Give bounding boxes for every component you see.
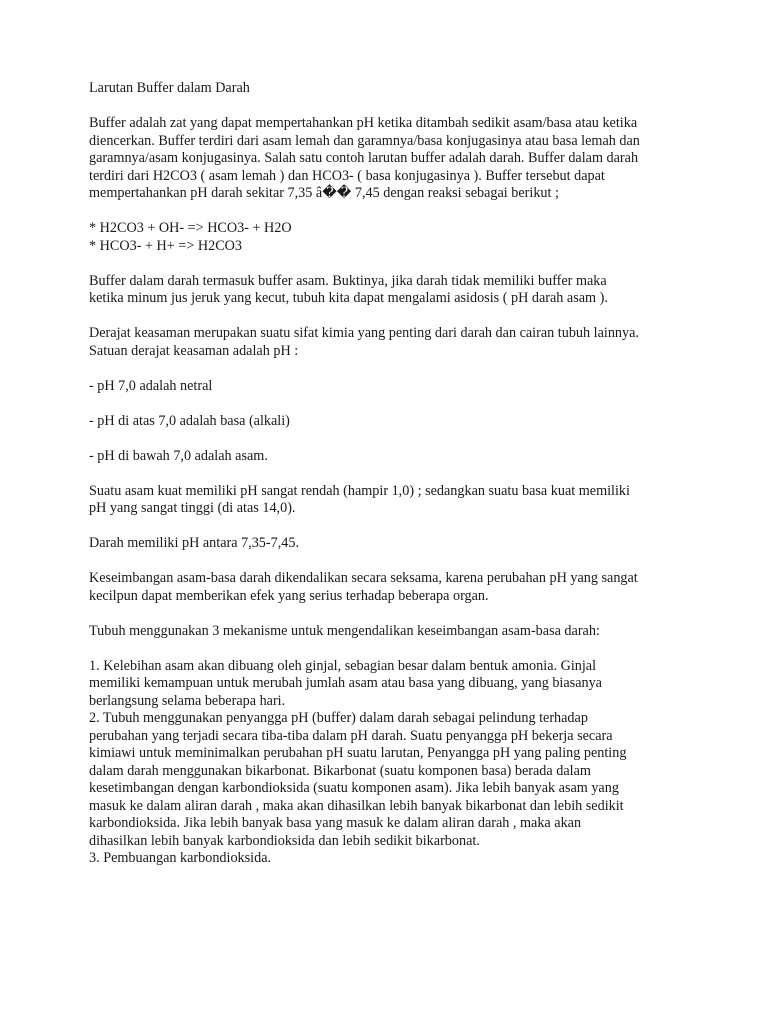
ph-acid-item: - pH di bawah 7,0 adalah asam. xyxy=(89,447,268,464)
reaction-line-1: * H2CO3 + OH- => HCO3- + H2O xyxy=(89,220,292,236)
paragraph-mechanisms: Tubuh menggunakan 3 mekanisme untuk mengendalikan keseimbangan asam-basa darah: xyxy=(89,622,600,639)
paragraph-blood-ph: Darah memiliki pH antara 7,35-7,45. xyxy=(89,535,299,551)
paragraph-acidity: Derajat keasaman merupakan suatu sifat kimia yang penting dari darah dan cairan tubuh lainnya. Satuan derajat keasaman adalah pH : xyxy=(89,325,639,359)
mechanism-item-1: 1. Kelebihan asam akan dibuang oleh ginjal, sebagian besar dalam bentuk amonia. Ginjal memiliki kemampuan untuk merubah jumlah asam atau basa yang dibuang, yang biasanya berlangsung selama beberapa hari. xyxy=(89,657,602,709)
ph-neutral-item: - pH 7,0 adalah netral xyxy=(89,377,213,394)
document-page xyxy=(89,80,689,868)
ph-base-item: - pH di atas 7,0 adalah basa (alkali) xyxy=(89,412,290,429)
paragraph-buffer-definition: Buffer adalah zat yang dapat mempertahankan pH ketika ditambah sedikit asam/basa atau ketika diencerkan. Buffer terdiri dari asam lemah dan garamnya/basa konjugasinya atau basa lemah dan garamnya/asam konjugasinya. Salah satu contoh larutan buffer adalah darah. Buffer dalam darah terdiri dari H2CO3 ( asam lemah ) dan HCO3- ( basa konjugasinya ). Buffer tersebut dapat mempertahankan pH darah sekitar 7,35 â�� 7,45 dengan reaksi sebagai berikut ; xyxy=(89,115,640,201)
document-title: Larutan Buffer dalam Darah xyxy=(89,80,250,96)
mechanism-item-3: 3. Pembuangan karbondioksida. xyxy=(89,850,272,866)
paragraph-strong-acid-base: Suatu asam kuat memiliki pH sangat rendah (hampir 1,0) ; sedangkan suatu basa kuat memiliki pH yang sangat tinggi (di atas 14,0). xyxy=(89,482,630,516)
mechanism-item-2: 2. Tubuh menggunakan penyangga pH (buffer) dalam darah sebagai pelindung terhadap perubahan yang terjadi secara tiba-tiba dalam pH darah. Suatu penyangga pH bekerja secara kimiawi untuk meminimalkan perubahan pH suatu larutan, Penyangga pH yang paling penting dalam darah menggunakan bikarbonat. Bikarbonat (suatu komponen basa) berada dalam kesetimbangan dengan karbondioksida (suatu komponen asam). Jika lebih banyak asam yang masuk ke dalam aliran darah , maka akan dihasilkan lebih banyak bikarbonat dan lebih sedikit karbondioksida. Jika lebih banyak basa yang masuk ke dalam aliran darah , maka akan dihasilkan lebih banyak karbondioksida dan lebih sedikit bikarbonat. xyxy=(89,710,627,849)
paragraph-buffer-acid: Buffer dalam darah termasuk buffer asam. Buktinya, jika darah tidak memiliki buffer maka ketika minum jus jeruk yang kecut, tubuh kita dapat mengalami asidosis ( pH darah asam ). xyxy=(89,272,608,306)
paragraph-balance: Keseimbangan asam-basa darah dikendalikan secara seksama, karena perubahan pH yang sangat kecilpun dapat memberikan efek yang serius terhadap beberapa organ. xyxy=(89,570,638,604)
reaction-line-2: * HCO3- + H+ => H2CO3 xyxy=(89,237,242,254)
